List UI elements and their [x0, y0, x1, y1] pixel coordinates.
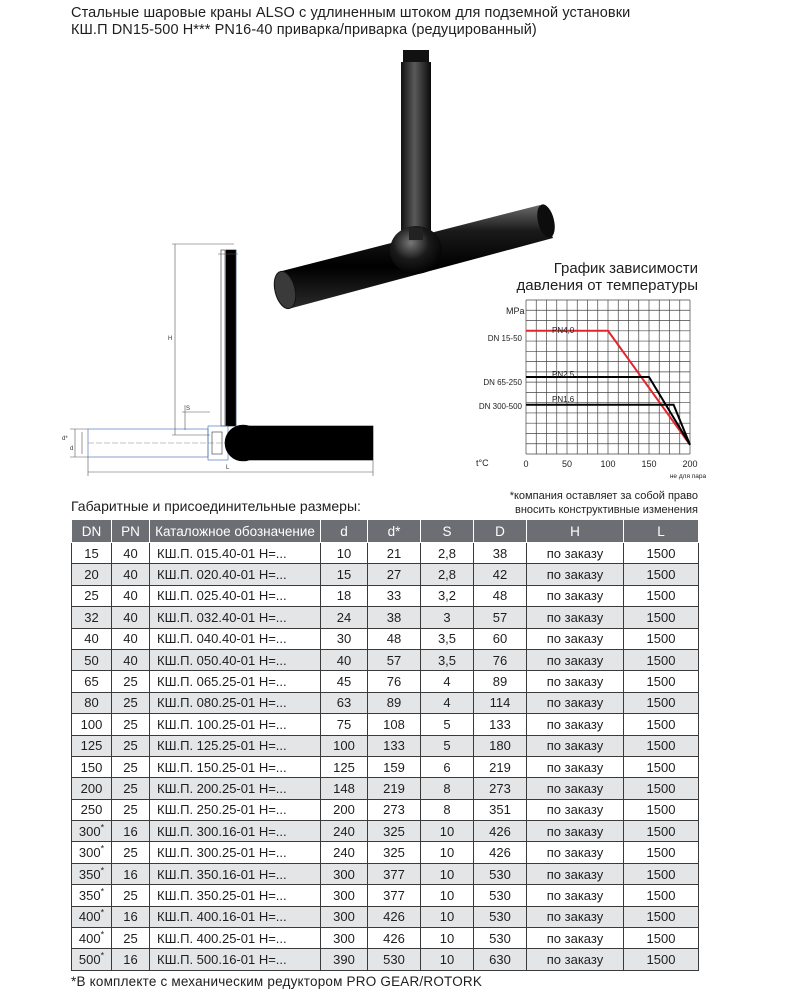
table-cell: 1500	[624, 799, 699, 820]
table-cell: 1500	[624, 543, 699, 564]
table-cell: 1500	[624, 692, 699, 713]
table-cell: 1500	[624, 735, 699, 756]
table-cell: 25	[112, 799, 150, 820]
table-cell: 2,8	[421, 543, 474, 564]
dn-value: 50	[84, 652, 99, 668]
table-cell: 48	[368, 628, 421, 649]
table-row	[72, 821, 699, 842]
table-cell: 300	[321, 863, 368, 884]
table-cell: по заказу	[527, 821, 624, 842]
gear-mark: *	[100, 822, 105, 833]
table-cell: 76	[474, 649, 527, 670]
table-cell: 1500	[624, 564, 699, 585]
table-cell: 200	[321, 799, 368, 820]
table-cell: 27	[368, 564, 421, 585]
table-cell: 40	[112, 564, 150, 585]
dn-value: 250	[80, 802, 103, 818]
table-cell: 2,8	[421, 564, 474, 585]
gear-mark: *	[100, 865, 105, 876]
dn-cell	[72, 628, 112, 649]
table-cell: 273	[368, 799, 421, 820]
table-cell: 3	[421, 607, 474, 628]
table-cell: КШ.П. 400.16-01 Н=...	[150, 906, 321, 927]
dn-cell	[72, 928, 112, 949]
gear-mark: *	[100, 929, 105, 940]
table-cell: 530	[368, 949, 421, 970]
table-cell: 325	[368, 821, 421, 842]
pressure-temperature-graph	[470, 296, 707, 486]
dn-cell	[72, 885, 112, 906]
table-cell: 377	[368, 885, 421, 906]
dn-cell	[72, 649, 112, 670]
table-cell: 25	[112, 692, 150, 713]
table-cell: по заказу	[527, 928, 624, 949]
table-cell: 300	[321, 928, 368, 949]
table-cell: по заказу	[527, 863, 624, 884]
table-cell: 48	[474, 585, 527, 606]
dn-value: 400	[78, 930, 101, 946]
table-cell: 40	[112, 607, 150, 628]
dn-value: 400	[78, 909, 101, 925]
table-cell: 40	[112, 628, 150, 649]
table-cell: КШ.П. 500.16-01 Н=...	[150, 949, 321, 970]
table-cell: 125	[321, 756, 368, 777]
x-tick-label: 50	[561, 459, 573, 469]
table-cell: по заказу	[527, 564, 624, 585]
table-row	[72, 543, 699, 564]
table-cell: 100	[321, 735, 368, 756]
table-cell: 30	[321, 628, 368, 649]
gear-mark: *	[100, 950, 105, 961]
table-cell: 10	[321, 543, 368, 564]
table-cell: КШ.П. 125.25-01 Н=...	[150, 735, 321, 756]
table-cell: 530	[474, 906, 527, 927]
table-cell: 240	[321, 821, 368, 842]
dn-cell	[72, 671, 112, 692]
dn-cell	[72, 906, 112, 927]
y-unit: MPa	[506, 306, 525, 316]
table-cell: 219	[474, 756, 527, 777]
dn-value: 25	[84, 588, 99, 604]
graph-title-line-2: давления от температуры	[516, 277, 698, 294]
table-cell: по заказу	[527, 649, 624, 670]
x-tick-label: 0	[523, 459, 529, 469]
dn-cell	[72, 692, 112, 713]
table-row	[72, 842, 699, 863]
table-cell: по заказу	[527, 885, 624, 906]
table-cell: по заказу	[527, 628, 624, 649]
table-cell: 33	[368, 585, 421, 606]
graph-title-line-1: График зависимости	[553, 260, 698, 277]
table-cell: 1500	[624, 842, 699, 863]
table-row	[72, 649, 699, 670]
column-header: S	[421, 520, 474, 543]
table-cell: 25	[112, 778, 150, 799]
table-cell: 38	[474, 543, 527, 564]
table-cell: 3,5	[421, 628, 474, 649]
table-cell: по заказу	[527, 607, 624, 628]
table-row	[72, 735, 699, 756]
table-cell: 426	[368, 928, 421, 949]
table-cell: 10	[421, 863, 474, 884]
table-cell: по заказу	[527, 714, 624, 735]
table-cell: по заказу	[527, 906, 624, 927]
table-cell: 57	[474, 607, 527, 628]
table-cell: 21	[368, 543, 421, 564]
table-row	[72, 585, 699, 606]
table-row	[72, 671, 699, 692]
dim-s-label: S	[186, 406, 191, 412]
x-tick-label: 150	[641, 459, 657, 469]
dn-value: 200	[80, 780, 103, 796]
table-cell: 40	[112, 585, 150, 606]
table-cell: 16	[112, 821, 150, 842]
x-tick-label: 200	[682, 459, 698, 469]
table-row	[72, 949, 699, 970]
note-line-1: *компания оставляет за собой право	[509, 490, 698, 502]
dn-cell	[72, 863, 112, 884]
table-cell: 133	[368, 735, 421, 756]
table-cell: 25	[112, 885, 150, 906]
dn-value: 150	[80, 759, 103, 775]
table-cell: 63	[321, 692, 368, 713]
series-label-2: PN1,6	[552, 395, 575, 404]
table-cell: КШ.П. 200.25-01 Н=...	[150, 778, 321, 799]
table-cell: 1500	[624, 949, 699, 970]
column-header: PN	[112, 520, 150, 543]
table-cell: по заказу	[527, 692, 624, 713]
table-cell: 1500	[624, 928, 699, 949]
table-cell: 15	[321, 564, 368, 585]
gear-mark: *	[100, 886, 105, 897]
table-row	[72, 607, 699, 628]
row-label-0: DN 15-50	[487, 334, 522, 343]
table-cell: 240	[321, 842, 368, 863]
table-cell: 10	[421, 885, 474, 906]
table-cell: 3,5	[421, 649, 474, 670]
table-cell: КШ.П. 250.25-01 Н=...	[150, 799, 321, 820]
row-label-1: DN 65-250	[483, 378, 522, 387]
table-cell: 60	[474, 628, 527, 649]
column-header: H	[527, 520, 624, 543]
dn-value: 20	[84, 567, 99, 583]
table-cell: 273	[474, 778, 527, 799]
table-cell: 1500	[624, 671, 699, 692]
table-cell: 16	[112, 863, 150, 884]
table-cell: 530	[474, 863, 527, 884]
table-cell: КШ.П. 100.25-01 Н=...	[150, 714, 321, 735]
series-label-1: PN2,5	[552, 370, 575, 379]
table-cell: по заказу	[527, 735, 624, 756]
table-cell: 351	[474, 799, 527, 820]
table-cell: 114	[474, 692, 527, 713]
table-cell: 6	[421, 756, 474, 777]
x-unit: t°C	[476, 458, 489, 468]
dn-value: 80	[84, 695, 99, 711]
dn-cell	[72, 821, 112, 842]
dn-cell	[72, 585, 112, 606]
table-cell: КШ.П. 065.25-01 Н=...	[150, 671, 321, 692]
table-cell: 4	[421, 671, 474, 692]
dimensions-table	[71, 519, 699, 971]
table-cell: 89	[474, 671, 527, 692]
table-cell: 1500	[624, 628, 699, 649]
table-cell: 133	[474, 714, 527, 735]
title-line-1: Стальные шаровые краны ALSO с удлиненным штоком для подземной установки	[71, 5, 631, 21]
table-cell: КШ.П. 300.16-01 Н=...	[150, 821, 321, 842]
table-cell: КШ.П. 032.40-01 Н=...	[150, 607, 321, 628]
table-cell: 57	[368, 649, 421, 670]
table-cell: 40	[112, 543, 150, 564]
table-cell: КШ.П. 020.40-01 Н=...	[150, 564, 321, 585]
table-cell: 630	[474, 949, 527, 970]
table-cell: 16	[112, 949, 150, 970]
table-cell: КШ.П. 025.40-01 Н=...	[150, 585, 321, 606]
dn-value: 32	[84, 609, 99, 625]
dn-cell	[72, 949, 112, 970]
table-cell: по заказу	[527, 756, 624, 777]
table-cell: 45	[321, 671, 368, 692]
dn-cell	[72, 799, 112, 820]
disclaimer-note	[440, 489, 698, 517]
table-cell: 8	[421, 799, 474, 820]
dn-value: 350	[78, 887, 101, 903]
dim-l-label: L	[226, 465, 230, 471]
table-cell: 426	[368, 906, 421, 927]
table-cell: 8	[421, 778, 474, 799]
table-cell: 5	[421, 735, 474, 756]
table-cell: 530	[474, 928, 527, 949]
table-cell: КШ.П. 300.25-01 Н=...	[150, 842, 321, 863]
dn-value: 40	[84, 631, 99, 647]
gear-mark: *	[100, 908, 105, 918]
table-cell: КШ.П. 400.25-01 Н=...	[150, 928, 321, 949]
graph-title	[420, 260, 698, 294]
table-cell: 1500	[624, 906, 699, 927]
table-row	[72, 799, 699, 820]
dn-cell	[72, 842, 112, 863]
table-cell: КШ.П. 050.40-01 Н=...	[150, 649, 321, 670]
table-cell: 40	[112, 649, 150, 670]
table-cell: 300	[321, 906, 368, 927]
dn-cell	[72, 714, 112, 735]
table-cell: 1500	[624, 714, 699, 735]
column-header: DN	[72, 520, 112, 543]
series-label-0: PN4,0	[552, 326, 575, 335]
table-cell: 426	[474, 842, 527, 863]
table-cell: КШ.П. 350.16-01 Н=...	[150, 863, 321, 884]
dn-value: 500	[78, 952, 101, 968]
table-cell: 300	[321, 885, 368, 906]
table-caption: Габаритные и присоединительные размеры:	[71, 498, 361, 514]
row-label-2: DN 300-500	[478, 402, 522, 411]
table-row	[72, 756, 699, 777]
table-cell: КШ.П. 040.40-01 Н=...	[150, 628, 321, 649]
dn-cell	[72, 564, 112, 585]
dn-value: 15	[84, 545, 99, 561]
note-line-2: вносить конструктивные изменения	[514, 504, 698, 516]
table-cell: 1500	[624, 649, 699, 670]
table-cell: 108	[368, 714, 421, 735]
dn-value: 350	[78, 866, 101, 882]
table-cell: 25	[112, 842, 150, 863]
table-cell: 18	[321, 585, 368, 606]
table-cell: 1500	[624, 821, 699, 842]
table-cell: 38	[368, 607, 421, 628]
table-cell: по заказу	[527, 842, 624, 863]
column-header: d	[321, 520, 368, 543]
table-row	[72, 906, 699, 927]
table-cell: по заказу	[527, 671, 624, 692]
dn-cell	[72, 735, 112, 756]
gear-mark: *	[100, 843, 105, 854]
table-cell: 10	[421, 842, 474, 863]
dn-cell	[72, 607, 112, 628]
dn-cell	[72, 543, 112, 564]
table-cell: 25	[112, 671, 150, 692]
table-row	[72, 863, 699, 884]
table-cell: 25	[112, 735, 150, 756]
table-cell: 1500	[624, 778, 699, 799]
dn-cell	[72, 778, 112, 799]
table-cell: 10	[421, 821, 474, 842]
table-cell: 1500	[624, 607, 699, 628]
table-cell: 325	[368, 842, 421, 863]
dn-value: 100	[80, 716, 103, 732]
table-cell: 219	[368, 778, 421, 799]
table-row	[72, 714, 699, 735]
table-cell: КШ.П. 350.25-01 Н=...	[150, 885, 321, 906]
table-cell: по заказу	[527, 778, 624, 799]
table-cell: по заказу	[527, 799, 624, 820]
table-cell: 530	[474, 885, 527, 906]
table-cell: 1500	[624, 863, 699, 884]
dn-value: 300	[78, 823, 101, 839]
table-cell: 75	[321, 714, 368, 735]
table-cell: 10	[421, 928, 474, 949]
column-header: d*	[368, 520, 421, 543]
table-cell: 42	[474, 564, 527, 585]
dim-d-star-label: d*	[62, 436, 68, 442]
table-cell: 5	[421, 714, 474, 735]
dn-value: 300	[78, 845, 101, 861]
table-cell: 16	[112, 906, 150, 927]
table-cell: 76	[368, 671, 421, 692]
column-header: L	[624, 520, 699, 543]
table-cell: 148	[321, 778, 368, 799]
table-cell: 180	[474, 735, 527, 756]
table-cell: 4	[421, 692, 474, 713]
table-cell: 1500	[624, 756, 699, 777]
table-row	[72, 564, 699, 585]
x-note: не для пара	[669, 473, 707, 480]
table-cell: КШ.П. 150.25-01 Н=...	[150, 756, 321, 777]
table-cell: 24	[321, 607, 368, 628]
table-cell: 390	[321, 949, 368, 970]
table-cell: по заказу	[527, 585, 624, 606]
table-header-row	[72, 520, 699, 543]
table-cell: 25	[112, 714, 150, 735]
title-line-2: КШ.П DN15-500 Н*** PN16-40 приварка/приварка (редуцированный)	[71, 22, 537, 38]
dim-h-label: H	[168, 336, 173, 342]
table-cell: 25	[112, 928, 150, 949]
column-header: Каталожное обозначение	[150, 520, 321, 543]
table-cell: 40	[321, 649, 368, 670]
table-cell: по заказу	[527, 543, 624, 564]
table-row	[72, 885, 699, 906]
table-cell: 159	[368, 756, 421, 777]
dn-value: 125	[80, 738, 103, 754]
table-cell: 377	[368, 863, 421, 884]
table-row	[72, 692, 699, 713]
footnote: *В комплекте с механическим редуктором PRO GEAR/ROTORK	[71, 974, 483, 989]
dn-cell	[72, 756, 112, 777]
table-cell: КШ.П. 015.40-01 Н=...	[150, 543, 321, 564]
table-row	[72, 928, 699, 949]
table-cell: 89	[368, 692, 421, 713]
table-cell: по заказу	[527, 949, 624, 970]
column-header: D	[474, 520, 527, 543]
table-cell: 1500	[624, 885, 699, 906]
table-cell: КШ.П. 080.25-01 Н=...	[150, 692, 321, 713]
table-cell: 1500	[624, 585, 699, 606]
table-cell: 426	[474, 821, 527, 842]
table-cell: 3,2	[421, 585, 474, 606]
table-cell: 10	[421, 949, 474, 970]
table-cell: 25	[112, 756, 150, 777]
x-tick-label: 100	[600, 459, 616, 469]
dim-d-label: d	[70, 446, 74, 452]
table-cell: 10	[421, 906, 474, 927]
table-row	[72, 628, 699, 649]
dn-value: 65	[84, 674, 99, 690]
table-row	[72, 778, 699, 799]
